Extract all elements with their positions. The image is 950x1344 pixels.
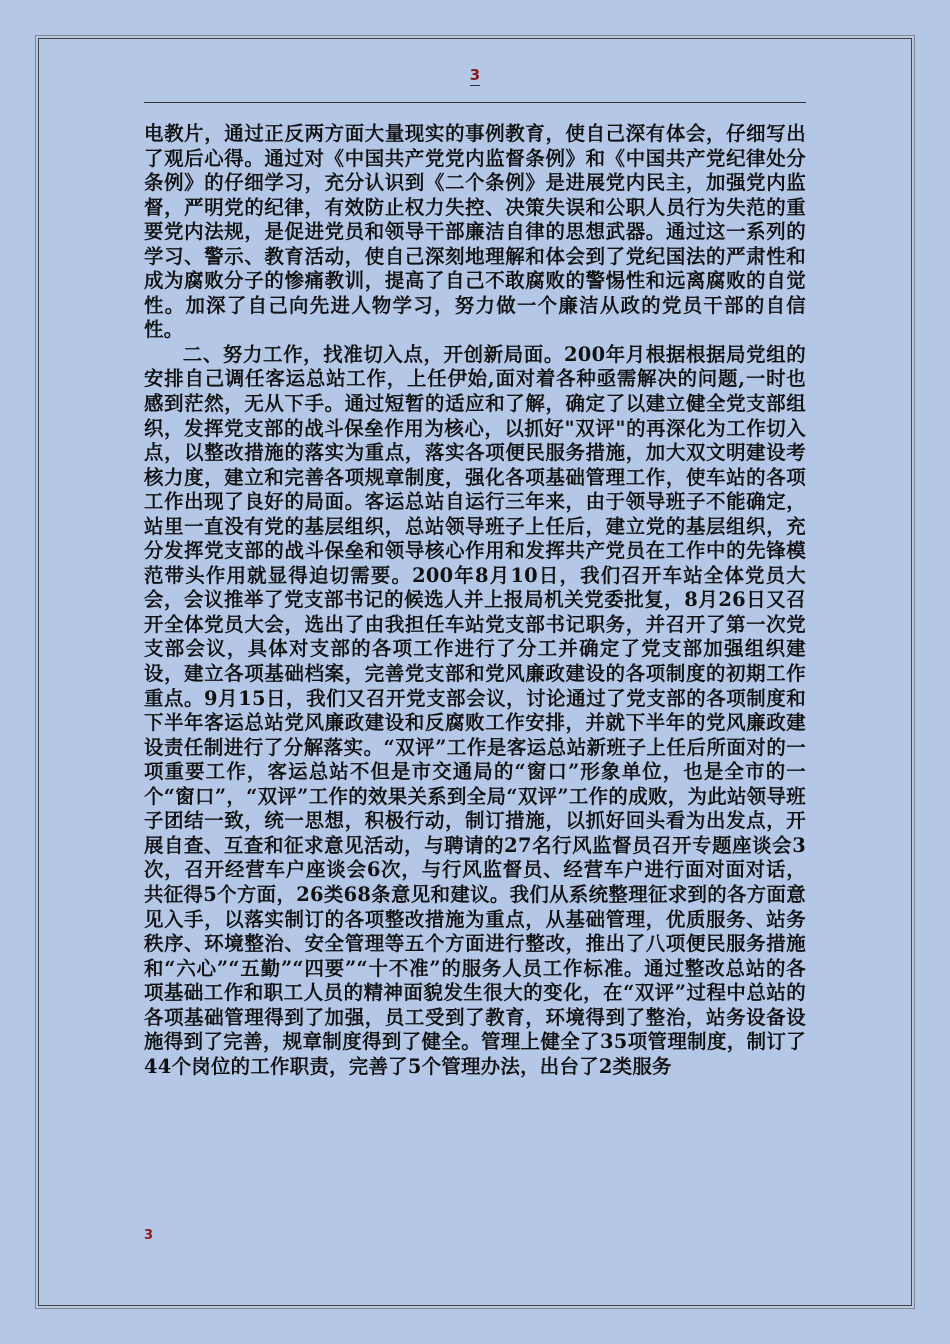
header-divider <box>144 102 806 103</box>
footer-page-number: 3 <box>144 1228 154 1243</box>
header-page-number <box>0 66 950 84</box>
body-paragraph-1: 电教片，通过正反两方面大量现实的事例教育，使自己深有体会，仔细写出了观后心得。通过对《中国共产党党内监督条例》和《中国共产党纪律处分条例》的仔细学习，充分认识到《二个条例》是进展党内民主，加强党内监督，严明党的纪律，有效防止权力失控、决策失误和公职人员行为失范的重要党内法规，是促进党员和领导干部廉洁自律的思想武器。通过这一系列的学习、警示、教育活动，使自己深刻地理解和体会到了党纪国法的严肃性和成为腐败分子的惨痛教训，提高了自己不敢腐败的警惕性和远离腐败的自觉性。加深了自己向先进人物学习，努力做一个廉洁从政的党员干部的自信性。 <box>144 122 806 342</box>
body-paragraph-2: 二、努力工作，找准切入点，开创新局面。200年月根据根据局党组的安排自己调任客运总站工作，上任伊始,面对着各种亟需解决的问题,一时也感到茫然，无从下手。通过短暂的适应和了解，确定了以建立健全党支部组织，发挥党支部的战斗保垒作用为核心，以抓好"双评"的再深化为工作切入点，以整改措施的落实为重点，落实各项便民服务措施，加大双文明建设考核力度，建立和完善各项规章制度，强化各项基础管理工作，使车站的各项工作出现了良好的局面。客运总站自运行三年来，由于领导班子不能确定，站里一直没有党的基层组织，总站领导班子上任后，建立党的基层组织，充分发挥党支部的战斗保垒和领导核心作用和发挥共产党员在工作中的先锋模范带头作用就显得迫切需要。200年8月10日，我们召开车站全体党员大会，会议推举了党支部书记的候选人并上报局机关党委批复，8月26日又召开全体党员大会，选出了由我担任车站党支部书记职务，并召开了第一次党支部会议，具体对支部的各项工作进行了分工并确定了党支部加强组织建设，建立各项基础档案，完善党支部和党风廉政建设的各项制度的初期工作重点。9月15日，我们又召开党支部会议，讨论通过了党支部的各项制度和下半年客运总站党风廉政建设和反腐败工作安排，并就下半年的党风廉政建设责任制进行了分解落实。“双评”工作是客运总站新班子上任后所面对的一项重要工作，客运总站不但是市交通局的“窗口”形象单位，也是全市的一个“窗口”，“双评”工作的效果关系到全局“双评”工作的成败，为此站领导班子团结一致，统一思想，积极行动，制订措施，以抓好回头看为出发点，开展自查、互查和征求意见活动，与聘请的27名行风监督员召开专题座谈会3次，召开经营车户座谈会6次，与行风监督员、经营车户进行面对面对话，共征得5个方面，26类68条意见和建议。我们从系统整理征求到的各方面意见入手，以落实制订的各项整改措施为重点，从基础管理，优质服务、站务秩序、环境整治、安全管理等五个方面进行整改，推出了八项便民服务措施和“六心”“五勤”“四要”“十不准”的服务人员工作标准。通过整改总站的各项基础工作和职工人员的精神面貌发生很大的变化，在“双评”过程中总站的各项基础管理得到了加强，员工受到了教育，环境得到了整治，站务设备设施得到了完善，规章制度得到了健全。管理上健全了35项管理制度，制订了44个岗位的工作职责，完善了5个管理办法，出台了2类服务 <box>144 342 806 1078</box>
header-page-number-text: 3 <box>469 66 481 84</box>
document-body <box>144 122 806 1079</box>
